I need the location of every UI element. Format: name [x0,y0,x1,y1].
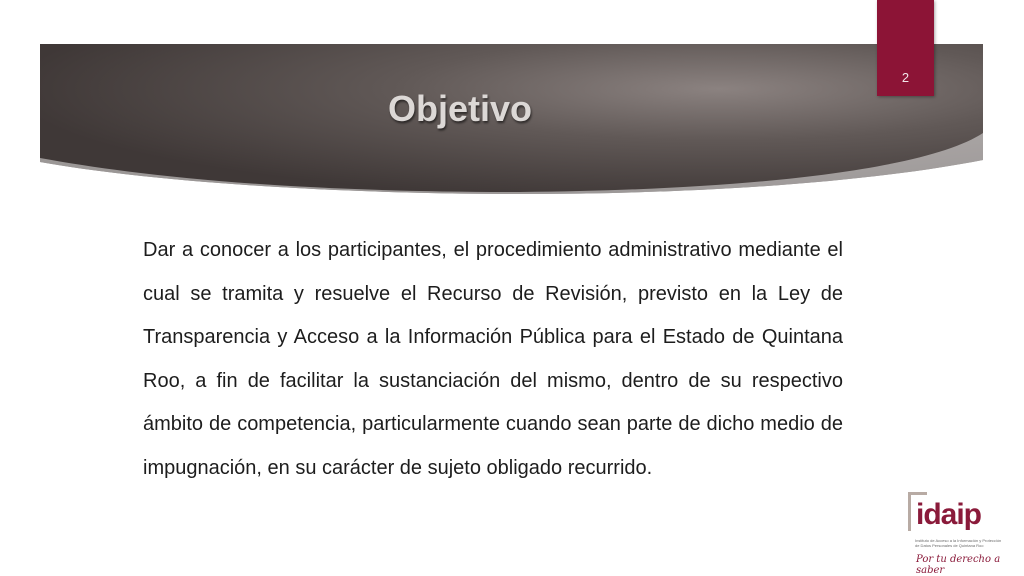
logo-subtitle: Instituto de Acceso a la Información y Protección de Datos Personales de Quintana Roo [915,538,1002,548]
logo-tagline: Por tu derecho a saber [916,554,1001,576]
page-number: 2 [901,70,910,85]
logo-wordmark: idaip [916,498,982,531]
idaip-logo [908,488,1004,576]
page-number-tab [877,0,934,96]
objective-paragraph: Dar a conocer a los participantes, el procedimiento administrativo mediante el cual se tramita y resuelve el Recurso de Revisión, previsto en la Ley de Transparencia y Acceso a la Información Pública para el Estado de Quintana Roo, a fin de facilitar la sustanciación del mismo, dentro de su respectivo ámbito de competencia, particularmente cuando sean parte de dicho medio de impugnación, en su carácter de sujeto obligado recurrido. [143,239,843,479]
slide-title: Objetivo [387,88,533,129]
